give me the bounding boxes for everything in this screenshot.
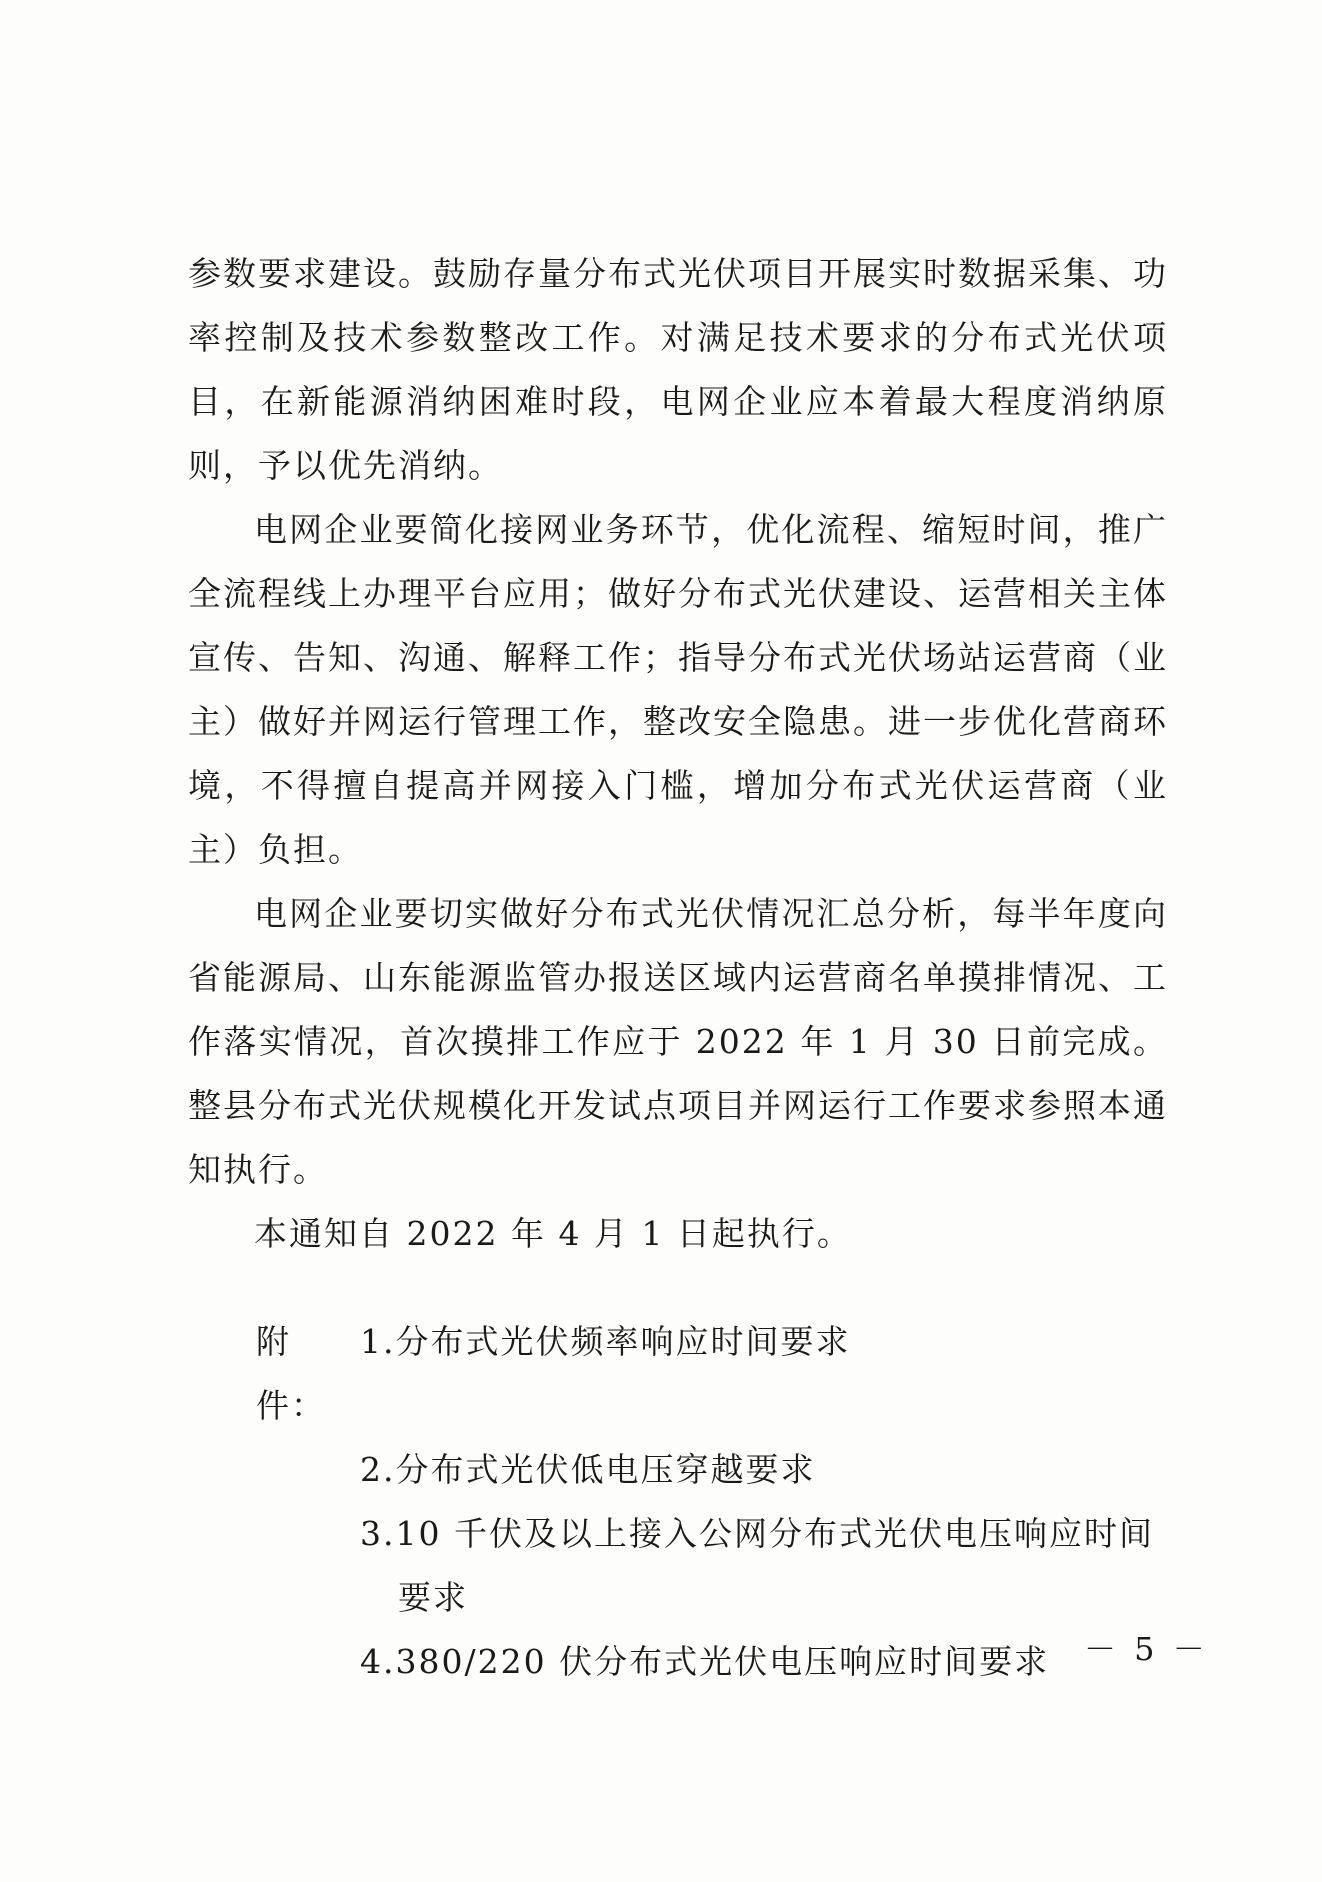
paragraph-grid-company-simplify: 电网企业要简化接网业务环节，优化流程、缩短时间，推广全流程线上办理平台应用；做好分布式光伏建设、运营相关主体宣传、告知、沟通、解释工作；指导分布式光伏场站运营商（业主）做好并网运行管理工作，整改安全隐患。进一步优化营商环境，不得擅自提高并网接入门槛，增加分布式光伏运营商（业主）负担。: [188, 510, 1168, 869]
attachment-3-line2: 要求: [398, 1578, 468, 1617]
attachment-item: [256, 1310, 1176, 1438]
attachment-3-line1: 3.10 千伏及以上接入公网分布式光伏电压响应时间: [360, 1514, 1154, 1553]
attachments-label: 附件：: [256, 1322, 326, 1425]
document-body: [188, 242, 1168, 1266]
attachment-item: [256, 1502, 1176, 1630]
page-number: － 5 －: [1084, 1630, 1209, 1668]
paragraph-continuation: 参数要求建设。鼓励存量分布式光伏项目开展实时数据采集、功率控制及技术参数整改工作。对满足技术要求的分布式光伏项目，在新能源消纳困难时段，电网企业应本着最大程度消纳原则，予以优先消纳。: [188, 254, 1168, 485]
attachment-1: 1.分布式光伏频率响应时间要求: [360, 1322, 851, 1361]
paragraph-effective-date: 本通知自 2022 年 4 月 1 日起执行。: [254, 1214, 852, 1253]
attachments-list: [256, 1310, 1176, 1694]
attachment-3: [360, 1502, 1176, 1630]
attachment-4: 4.380/220 伏分布式光伏电压响应时间要求: [360, 1642, 1050, 1681]
paragraph-grid-company-analysis: 电网企业要切实做好分布式光伏情况汇总分析，每半年度向省能源局、山东能源监管办报送区域内运营商名单摸排情况、工作落实情况，首次摸排工作应于 2022 年 1 月 30 日前完成。整县分布式光伏规模化开发试点项目并网运行工作要求参照本通知执行。: [188, 894, 1168, 1189]
attachment-2: 2.分布式光伏低电压穿越要求: [360, 1450, 816, 1489]
attachment-item: [256, 1630, 1176, 1694]
attachment-item: [256, 1438, 1176, 1502]
